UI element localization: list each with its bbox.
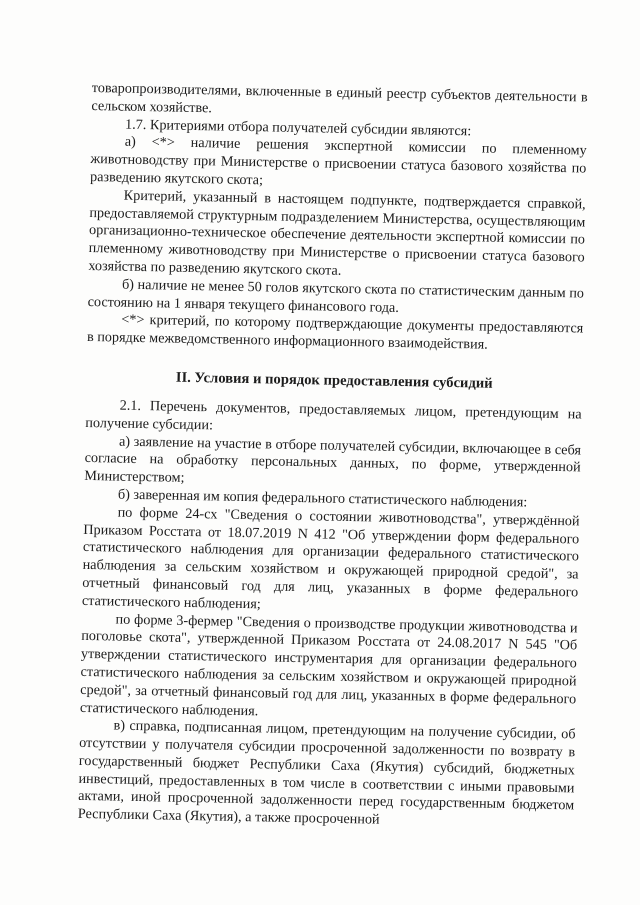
paragraph-criterion-b: б) наличие не менее 50 голов якутского скота по статистическим данным по состоянию на 1 января текущего финансового года.: [87, 276, 585, 316]
paragraph-criteria-intro: 1.7. Критериями отбора получателей субсидии являются:: [124, 116, 472, 139]
paragraph-item-a: а) заявление на участие в отборе получателей субсидии, включающее в себя согласие на обработку персональных данных, по форме, утвержденной Министерством;: [84, 433, 582, 486]
paragraph-item-v: в) справка, подписанная лицом, претендующим на получение субсидии, об отсутствии у получателя субсидии просроченной задолженности по возврату в государственный бюджет Республики Саха (Якутия) субсидий, бюджетных инвестиций, предоставленных в том числе в соответствии с иными правовыми актами, иной просроченной задолженности перед государственным бюджетом Республики Саха (Якутия), а также просроченной: [77, 717, 576, 828]
paragraph-form-3-farmer: по форме 3-фермер "Сведения о производстве продукции животноводства и поголовье скота", утвержденной Приказом Росстата от 24.08.2017 N 545 "Об утверждении статистического инструментария для организации федерального статистического наблюдения за сельским хозяйством и окружающей природной средой", за отчетный финансовый год для лиц, указанных в форме федерального статистического наблюдения.: [79, 611, 578, 719]
section-heading: II. Условия и порядок предоставления субсидий: [175, 369, 493, 392]
paragraph-footnote: <*> критерий, по которому подтверждающие документы предоставляются в порядке межведомственного информационного взаимодействия.: [86, 311, 584, 353]
paragraph-documents-list: 2.1. Перечень документов, предоставляемых лицом, претендующим на получение субсидии:: [85, 397, 582, 434]
paragraph-form-24: по форме 24-сх "Сведения о состоянии животноводства", утверждённой Приказом Росстата от 18.07.2019 N 412 "Об утверждении форм федерального статистического наблюдения для организации федерального статистического наблюдения за сельским хозяйством и окружающей природной средой", за отчетный финансовый год для лиц, указанных в форме федерального статистического наблюдения;: [81, 504, 580, 613]
paragraph-criterion-a: а) <*> наличие решения экспертной комиссии по племенному животноводству при Министерстве о присвоении статуса базового хозяйства по разведению якутского скота;: [89, 134, 587, 189]
paragraph-criterion-confirmation: Критерий, указанный в настоящем подпункте, подтверждается справкой, предоставляемой структурным подразделением Министерства, осуществляющим организационно-техническое обеспечение деятельности экспертной комиссии по племенному животноводству при Министерстве о присвоении статуса базового хозяйства по разведению якутского скота.: [88, 187, 586, 279]
paragraph-producers: товаропроизводителями, включенные в единый реестр субъектов деятельности в сельском хозяйстве.: [91, 80, 588, 117]
paragraph-item-b: б) заверенная им копия федерального статистического наблюдения:: [117, 486, 528, 511]
